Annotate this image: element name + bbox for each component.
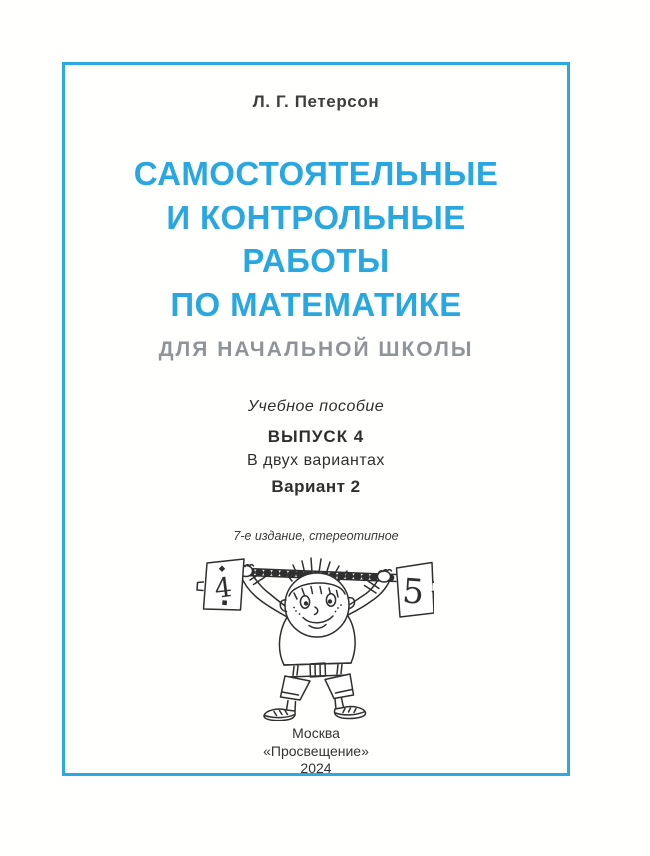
author-line: Л. Г. Петерсон — [252, 92, 380, 111]
score-card-left — [197, 559, 244, 610]
score-card-right — [397, 563, 435, 618]
edition-note-line: 7-е издание, стереотипное — [233, 529, 399, 543]
edition-type-line: Учебное пособие — [247, 398, 385, 415]
imprint-publisher: «Просвещение» — [263, 742, 369, 759]
variants-note-line: В двух вариантах — [247, 452, 385, 469]
book-title-line: САМОСТОЯТЕЛЬНЫЕ — [133, 155, 499, 192]
imprint-year: 2024 — [300, 760, 332, 776]
page-content — [62, 62, 570, 776]
book-title-line: РАБОТЫ — [242, 242, 390, 279]
book-subtitle: ДЛЯ НАЧАЛЬНОЙ ШКОЛЫ — [158, 338, 474, 361]
book-title-line: И КОНТРОЛЬНЫЕ — [166, 198, 466, 236]
book-title — [62, 152, 570, 326]
book-title-line: ПО МАТЕМАТИКЕ — [170, 285, 462, 323]
card-number-right: 5 — [401, 571, 426, 613]
variant-line: Вариант 2 — [271, 477, 361, 496]
imprint-block — [62, 725, 570, 778]
issue-line: ВЫПУСК 4 — [267, 427, 365, 446]
imprint-city: Москва — [292, 725, 340, 741]
boy-weightlifter-illustration — [194, 555, 434, 721]
card-number-left: 4 — [212, 572, 234, 605]
